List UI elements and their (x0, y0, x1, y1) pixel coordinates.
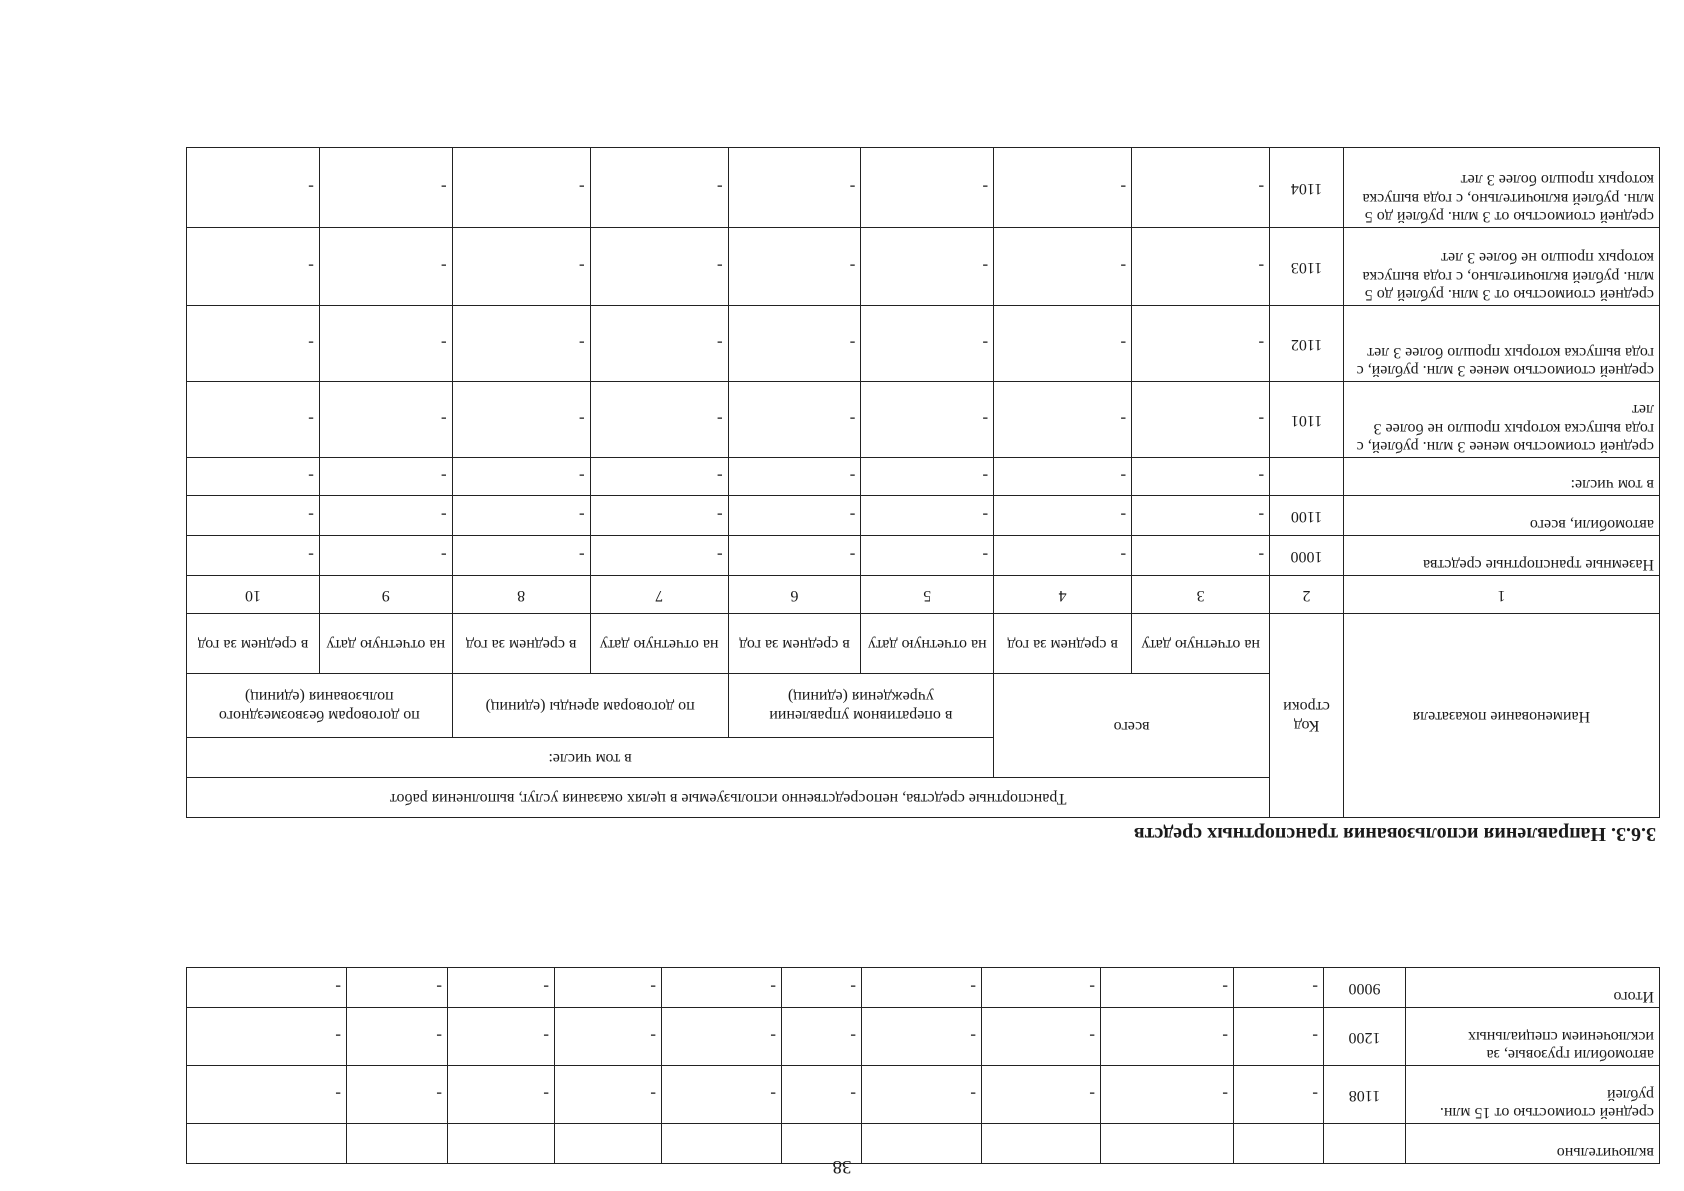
table-cell: - (452, 536, 590, 576)
table-cell (782, 1124, 862, 1164)
table-cell: - (861, 148, 994, 228)
table-row (187, 306, 1660, 382)
table-cell: - (782, 1008, 862, 1066)
row-name: Итого (1406, 968, 1660, 1008)
table-row (187, 458, 1660, 496)
column-number: 6 (728, 576, 861, 614)
table-row (187, 1066, 1660, 1124)
table-cell: - (347, 968, 448, 1008)
table-cell: - (728, 496, 861, 536)
table-cell: - (187, 536, 320, 576)
table-cell: - (448, 1008, 555, 1066)
table-cell: - (448, 1066, 555, 1124)
column-number: 3 (1132, 576, 1270, 614)
table-cell: - (347, 1066, 448, 1124)
column-number: 4 (994, 576, 1132, 614)
row-name: средней стоимостью менее 3 млн. рублей, с года выпуска которых прошло не более 3 лет (1343, 382, 1659, 458)
table-cell: - (187, 1008, 347, 1066)
row-name: средней стоимостью от 3 млн. рублей до 5 млн. рублей включительно, с года выпуска которых прошло не более 3 лет (1343, 228, 1659, 306)
table-cell: - (994, 148, 1132, 228)
table-cell: - (448, 968, 555, 1008)
table-cell (347, 1124, 448, 1164)
table-cell: - (728, 382, 861, 458)
column-number: 10 (187, 576, 320, 614)
transport-usage-table (186, 147, 1660, 818)
table-cell: - (861, 228, 994, 306)
table-cell: - (452, 148, 590, 228)
table-row (187, 1008, 1660, 1066)
table-cell: - (782, 1066, 862, 1124)
column-number: 2 (1270, 576, 1344, 614)
table-cell: - (590, 536, 728, 576)
row-code: 1101 (1270, 382, 1344, 458)
table-cell: - (590, 228, 728, 306)
table-cell: - (994, 382, 1132, 458)
on-date-header: на отчетную дату (861, 614, 994, 674)
on-date-header: на отчетную дату (1132, 614, 1270, 674)
table-cell: - (782, 968, 862, 1008)
column-number: 1 (1343, 576, 1659, 614)
table-cell: - (982, 1008, 1101, 1066)
table-cell: - (728, 228, 861, 306)
table-cell: - (982, 968, 1101, 1008)
table-cell (1234, 1124, 1324, 1164)
continued-table (186, 967, 1660, 1164)
table-cell: - (994, 536, 1132, 576)
free-use-header: по договорам безвозмездного пользования (единиц) (187, 674, 453, 738)
table-row (187, 1124, 1660, 1164)
table-cell: - (728, 536, 861, 576)
table-cell: - (861, 458, 994, 496)
table-cell: - (861, 306, 994, 382)
table-cell: - (187, 968, 347, 1008)
table-cell: - (319, 382, 452, 458)
table-row (187, 496, 1660, 536)
lease-header: по договорам аренды (единиц) (452, 674, 728, 738)
row-code (1324, 1124, 1406, 1164)
on-date-header: на отчетную дату (319, 614, 452, 674)
on-date-header: на отчетную дату (590, 614, 728, 674)
row-name: в том числе: (1343, 458, 1659, 496)
table-cell: - (862, 1008, 982, 1066)
table-cell (982, 1124, 1101, 1164)
table-cell: - (1132, 382, 1270, 458)
table-cell: - (555, 968, 662, 1008)
table-cell: - (452, 306, 590, 382)
table-cell: - (1132, 496, 1270, 536)
table-cell: - (590, 306, 728, 382)
table-cell: - (347, 1008, 448, 1066)
table-cell: - (1132, 148, 1270, 228)
page-number: 38 (832, 1156, 852, 1177)
section-heading: 3.6.3. Направления использования транспортных средств (1133, 823, 1656, 845)
table-cell: - (728, 306, 861, 382)
table-cell (448, 1124, 555, 1164)
table-cell: - (1234, 968, 1324, 1008)
row-code: 1100 (1270, 496, 1344, 536)
row-code: 1104 (1270, 148, 1344, 228)
table-row (187, 968, 1660, 1008)
row-name: автомобили, всего (1343, 496, 1659, 536)
table-cell: - (187, 148, 320, 228)
table-cell: - (319, 148, 452, 228)
row-name: средней стоимостью от 3 млн. рублей до 5 млн. рублей включительно, с года выпуска которых прошло более 3 лет (1343, 148, 1659, 228)
group-header: Транспортные средства, непосредственно используемые в целях оказания услуг, выполнения работ (187, 778, 1270, 818)
table-cell: - (982, 1066, 1101, 1124)
avg-year-header: в среднем за год (187, 614, 320, 674)
table-cell: - (1234, 1008, 1324, 1066)
table-cell: - (1132, 536, 1270, 576)
table-cell: - (319, 228, 452, 306)
table-cell (662, 1124, 782, 1164)
table-row (187, 148, 1660, 228)
table-cell (187, 1124, 347, 1164)
table-cell: - (1234, 1066, 1324, 1124)
row-name: средней стоимостью менее 3 млн. рублей, с года выпуска которых прошло более 3 лет (1343, 306, 1659, 382)
table-cell: - (452, 382, 590, 458)
row-code: 1103 (1270, 228, 1344, 306)
table-row (187, 536, 1660, 576)
table-cell: - (994, 306, 1132, 382)
table-cell: - (319, 458, 452, 496)
table-cell: - (187, 458, 320, 496)
including-header: в том числе: (187, 738, 994, 778)
table-cell: - (1101, 1066, 1234, 1124)
table-cell: - (662, 968, 782, 1008)
table-cell: - (861, 536, 994, 576)
table-cell: - (187, 228, 320, 306)
table-cell: - (1132, 228, 1270, 306)
operational-header: в оперативном управлении учреждения (единиц) (728, 674, 994, 738)
table-row (187, 228, 1660, 306)
table-cell: - (728, 458, 861, 496)
table-cell: - (1132, 306, 1270, 382)
table-cell: - (187, 496, 320, 536)
table-cell: - (994, 496, 1132, 536)
table-cell: - (862, 1066, 982, 1124)
column-number: 9 (319, 576, 452, 614)
row-name: Наземные транспортные средства (1343, 536, 1659, 576)
row-code: 1000 (1270, 536, 1344, 576)
total-header: всего (994, 674, 1270, 778)
table-cell: - (590, 458, 728, 496)
row-code: 9000 (1324, 968, 1406, 1008)
avg-year-header: в среднем за год (452, 614, 590, 674)
column-number: 8 (452, 576, 590, 614)
row-code (1270, 458, 1344, 496)
table-cell: - (555, 1066, 662, 1124)
table-cell: - (319, 306, 452, 382)
table-cell: - (1101, 1008, 1234, 1066)
table-cell (862, 1124, 982, 1164)
table-cell: - (555, 1008, 662, 1066)
table-cell: - (1101, 968, 1234, 1008)
table-cell: - (187, 382, 320, 458)
table-cell (555, 1124, 662, 1164)
table-cell: - (994, 228, 1132, 306)
table-cell: - (662, 1008, 782, 1066)
avg-year-header: в среднем за год (728, 614, 861, 674)
row-name: средней стоимостью от 15 млн. рублей (1406, 1066, 1660, 1124)
table-row (187, 382, 1660, 458)
code-header: Код строки (1270, 614, 1344, 818)
indicator-header: Наименование показателя (1343, 614, 1659, 818)
column-number: 5 (861, 576, 994, 614)
row-code: 1102 (1270, 306, 1344, 382)
row-name: включительно (1406, 1124, 1660, 1164)
table-cell: - (452, 228, 590, 306)
table-cell (1101, 1124, 1234, 1164)
table-cell: - (728, 148, 861, 228)
table-cell: - (187, 306, 320, 382)
row-code: 1108 (1324, 1066, 1406, 1124)
table-cell: - (187, 1066, 347, 1124)
table-cell: - (452, 496, 590, 536)
table-cell: - (319, 536, 452, 576)
avg-year-header: в среднем за год (994, 614, 1132, 674)
table-cell: - (452, 458, 590, 496)
table-cell: - (590, 382, 728, 458)
table-cell: - (662, 1066, 782, 1124)
row-code: 1200 (1324, 1008, 1406, 1066)
table-cell: - (994, 458, 1132, 496)
table-cell: - (861, 496, 994, 536)
row-name: автомобили грузовые, за исключением специальных (1406, 1008, 1660, 1066)
table-cell: - (861, 382, 994, 458)
table-cell: - (590, 148, 728, 228)
table-cell: - (862, 968, 982, 1008)
table-cell: - (590, 496, 728, 536)
table-cell: - (319, 496, 452, 536)
column-number: 7 (590, 576, 728, 614)
table-cell: - (1132, 458, 1270, 496)
